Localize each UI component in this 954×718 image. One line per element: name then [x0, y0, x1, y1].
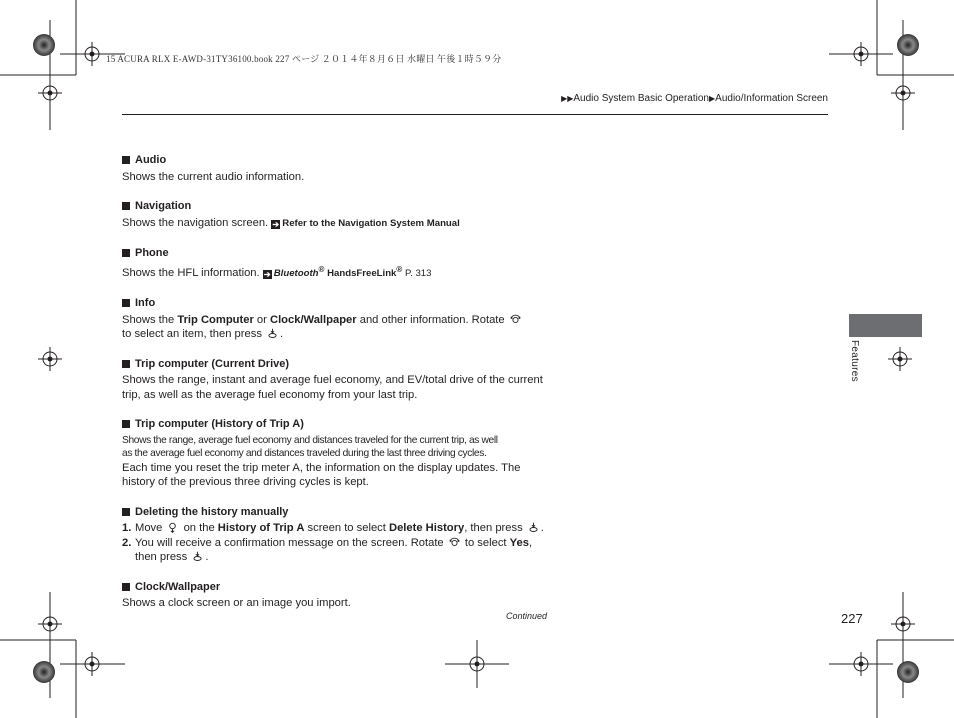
- print-header: 15 ACURA RLX E-AWD-31TY36100.book 227 ページ ２０１４年８月６日 水曜日 午後１時５９分: [106, 54, 502, 64]
- section-text: Shows the navigation screen.: [122, 216, 269, 229]
- page-reference: P. 313: [402, 267, 432, 279]
- text-run: Move: [135, 522, 166, 535]
- section-heading: Clock/Wallpaper: [135, 580, 221, 593]
- section-text: Shows a clock screen or an image you import.: [122, 597, 351, 610]
- section-text-line: Shows the range, average fuel economy and distances traveled for the current trip, as well: [122, 434, 498, 446]
- text-run: , then press: [464, 522, 526, 535]
- section-text: Shows the current audio information.: [122, 170, 305, 183]
- bold-term: Clock/Wallpaper: [269, 313, 357, 326]
- text-run: .: [205, 551, 209, 564]
- color-registration-disc-icon: [33, 34, 919, 683]
- step-number: 1.: [122, 522, 132, 535]
- section-text: Shows the HFL information.: [122, 266, 260, 279]
- text-run: or: [253, 313, 270, 326]
- bold-term: Delete History: [388, 522, 465, 535]
- continued-label: Continued: [506, 611, 548, 621]
- section-heading: Trip computer (History of Trip A): [135, 418, 304, 431]
- section-heading: Audio: [135, 154, 167, 166]
- text-run: You will receive a confirmation message on the screen. Rotate: [135, 536, 447, 549]
- text-run: screen to select: [304, 522, 389, 535]
- text-run: Shows the: [122, 313, 178, 326]
- reference-italic: Bluetooth: [273, 267, 319, 279]
- step-number: 2.: [122, 536, 132, 549]
- section-heading: Navigation: [135, 200, 192, 212]
- text-run: to select an item, then press: [122, 328, 266, 341]
- registration-target-icon: [38, 42, 915, 676]
- bold-term: Yes: [509, 536, 529, 549]
- breadcrumb-separator: ▶: [709, 94, 716, 103]
- text-run: ,: [528, 536, 533, 549]
- section-text-line: as the average fuel economy and distances traveled during the last three driving cycles.: [122, 448, 487, 460]
- text-run: .: [540, 522, 544, 535]
- text-run: on the: [180, 522, 218, 535]
- section-heading: Trip computer (Current Drive): [135, 357, 290, 370]
- breadcrumb-item[interactable]: Audio/Information Screen: [715, 93, 828, 104]
- text-run: and other information. Rotate: [356, 313, 508, 326]
- text-run: .: [280, 328, 284, 341]
- text-run: to select: [461, 536, 510, 549]
- breadcrumb-marker: ▶▶: [561, 94, 574, 103]
- section-heading: Deleting the history manually: [135, 505, 289, 518]
- text-run: then press: [135, 551, 191, 564]
- reference-text: HandsFreeLink: [324, 267, 397, 279]
- reference-arrow-icon: ➔: [272, 219, 280, 229]
- bold-term: Trip Computer: [177, 313, 254, 326]
- section-heading: Phone: [135, 247, 169, 259]
- registered-mark: ®: [396, 264, 403, 274]
- page-number: 227: [841, 611, 863, 626]
- breadcrumb-item[interactable]: Audio System Basic Operation: [573, 93, 709, 104]
- reference-arrow-icon: ➔: [263, 269, 271, 279]
- registered-mark: ®: [318, 264, 325, 274]
- section-heading: Info: [135, 297, 156, 310]
- chapter-tab-text: Features: [849, 340, 860, 382]
- bold-term: History of Trip A: [217, 522, 305, 535]
- section-text: Each time you reset the trip meter A, the information on the display updates. The history of the previous three driving cycles is kept.: [122, 461, 521, 489]
- reference-text: Refer to the Navigation System Manual: [282, 217, 460, 229]
- section-text: Shows the range, instant and average fuel economy, and EV/total drive of the current trip, as well as the average fuel economy from your last trip.: [122, 374, 543, 401]
